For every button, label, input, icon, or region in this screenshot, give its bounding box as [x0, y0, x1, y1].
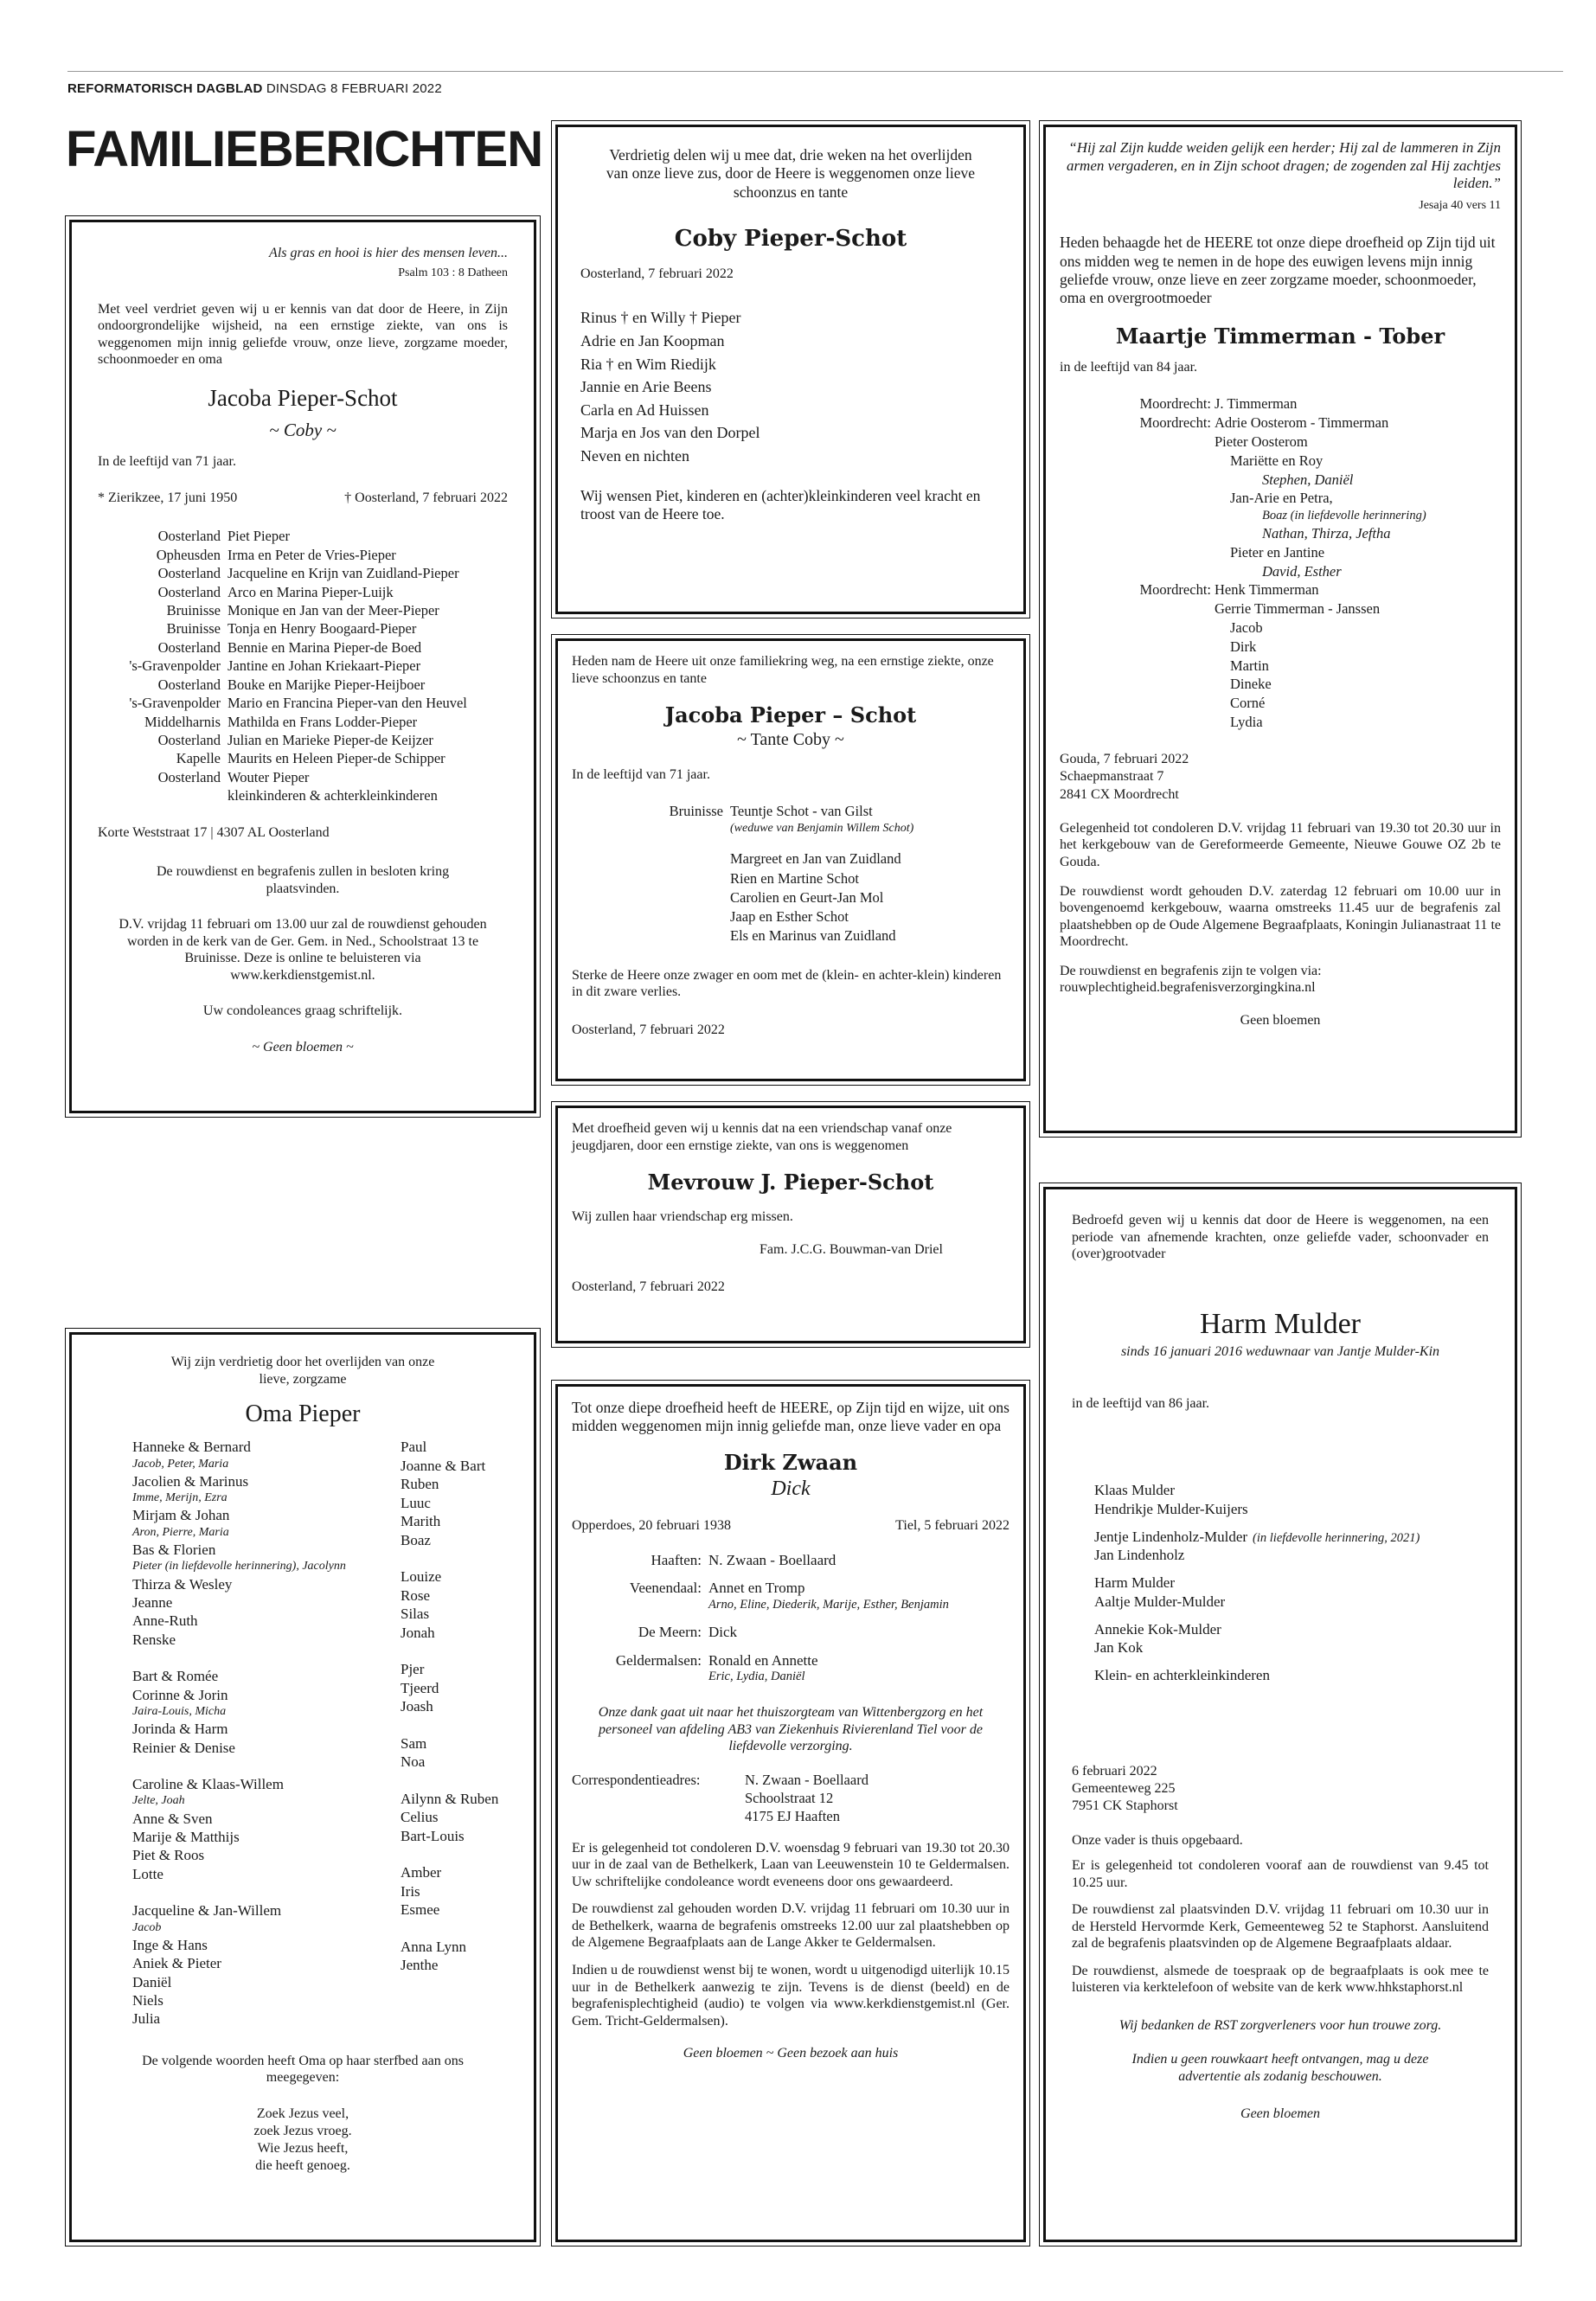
great-grandchild-name: Anna Lynn [401, 1938, 467, 1955]
intro-text: Met droefheid geven wij u kennis dat na een vriendschap vanaf onze jeugdjaren, door een ernstige ziekte, van ons is weggenomen [572, 1121, 952, 1153]
grandchild-name: Corinne & Jorin [132, 1686, 228, 1703]
relative-row [1060, 562, 1501, 581]
poem-line: zoek Jezus vroeg. [253, 2123, 352, 2138]
great-grandchild-name: Rose [401, 1586, 430, 1604]
grandchild-name: Aniek & Pieter [132, 1955, 221, 1972]
ad-jacoba-pieper-schot [69, 220, 536, 1113]
deceased-name: Jacoba Pieper-Schot [208, 384, 398, 411]
grandchild-name: Reinier & Denise [132, 1739, 235, 1756]
relative-name: Pieter Oosterom [1215, 433, 1308, 450]
address: Korte Weststraat 17 | 4307 AL Oosterland [98, 824, 330, 840]
relative-row [1060, 580, 1501, 599]
relative-name: Els en Marinus van Zuidland [730, 927, 896, 945]
great-grandchild-name [401, 1642, 508, 1660]
grandchild-name: Marije & Matthijs [132, 1829, 240, 1845]
relative-name: Arco en Marina Pieper-Luijk [228, 583, 394, 600]
grandchild-name: Mirjam & Johan [132, 1507, 230, 1524]
relative-name: Dirk [1230, 638, 1257, 655]
grandchild-name: Jorinda & Harm [132, 1721, 228, 1738]
relative-entry [708, 1552, 1010, 1570]
intro-text: Bedroefd geven wij u kennis dat door de Heere is weggenomen, na een periode van afnemende krachten, onze geliefde vader, schoonvader en (over)grootvader [1072, 1213, 1489, 1262]
card-note: Indien u geen rouwkaart heeft ontvangen, mag u deze advertentie als zodanig beschouwen. [1131, 2052, 1429, 2084]
relative-place [1060, 619, 1211, 638]
grandchild-name: Bart & Romée [132, 1668, 219, 1685]
relative-name: Carolien en Geurt-Jan Mol [730, 888, 884, 906]
relative-name: Carla en Ad Huissen [580, 401, 709, 419]
relative-name [1094, 1546, 1489, 1565]
address: 6 februari 2022 Gemeenteweg 225 7951 CK Staphorst [1072, 1763, 1178, 1813]
grandchild-name: Jelte, Joah [132, 1794, 185, 1808]
no-flowers: Geen bloemen ~ Geen bezoek aan huis [683, 2046, 899, 2061]
relative-row [1060, 675, 1501, 694]
grandchild-name: Aron, Pierre, Maria [132, 1525, 229, 1539]
grandchildren-names: Arno, Eline, Diederik, Marije, Esther, Benjamin [708, 1598, 949, 1612]
relative-name [1094, 1481, 1489, 1500]
relatives-list [572, 1552, 1010, 1685]
name-text: Jentje Lindenholz-Mulder [1094, 1528, 1248, 1545]
relative-name: N. Zwaan - Boellaard [708, 1551, 836, 1568]
relative-name: Gerrie Timmerman - Janssen [1215, 600, 1381, 618]
relative-name: Rien en Martine Schot [730, 869, 859, 887]
address: Gouda, 7 februari 2022 Schaepmanstraat 7 2841 CX Moordrecht [1060, 751, 1189, 803]
relative-place: Bruinisse [166, 601, 221, 619]
service-info-2: D.V. vrijdag 11 februari om 13.00 uur zal de rouwdienst gehouden worden in de kerk van de Ger. Gem. in Ned., Schoolstraat 13 te Bruinisse. Deze is online te beluisteren via www.kerkdienstgemist.nl. [119, 917, 487, 983]
grandchild-name: Caroline & Klaas-Willem [132, 1776, 284, 1792]
great-grandchild-name: Jenthe [401, 1957, 439, 1974]
name-text: Jan Kok [1094, 1639, 1144, 1657]
relative-row [572, 1580, 1010, 1612]
relative-place: Veenendaal: [629, 1580, 702, 1597]
deceased-name: Mevrouw J. Pieper-Schot [647, 1170, 934, 1195]
relative-place: Haaften: [651, 1551, 702, 1568]
relative-row [572, 1624, 1010, 1642]
relative-name: Piet Pieper [228, 528, 290, 545]
grandchildren-names: Eric, Lydia, Daniël [708, 1670, 805, 1684]
great-grandchild-name: Pjer [401, 1661, 425, 1678]
relative-place: Oosterland [157, 638, 221, 656]
intro-text: Heden nam de Heere uit onze familiekring weg, na een ernstige ziekte, onze lieve schoonzus en tante [572, 654, 994, 686]
great-grandchild-name: Ruben [401, 1476, 439, 1493]
relative-place [1060, 543, 1211, 562]
relative-name: Corné [1230, 695, 1266, 712]
relative-name [1094, 1500, 1489, 1519]
great-grandchild-name: Ailynn & Ruben [401, 1790, 499, 1807]
relative-name: Mathilda en Frans Lodder-Pieper [228, 713, 418, 730]
relative-row [1060, 394, 1501, 413]
ad-mevrouw-pieper-schot [555, 1106, 1026, 1343]
grandchild-name [132, 1757, 401, 1775]
last-words-intro: De volgende woorden heeft Oma op haar sterfbed aan ons meegegeven: [142, 2053, 464, 2086]
great-grandchild-name: Louize [401, 1568, 442, 1586]
great-grandchild-name [401, 1716, 508, 1734]
relative-name: Rinus † en Willy † Pieper [580, 309, 741, 327]
wish-text: Wij wensen Piet, kinderen en (achter)kleinkinderen veel kracht en troost van de Heere toe. [580, 486, 981, 522]
relatives-list [98, 527, 508, 805]
grandchild-name: Hanneke & Bernard [132, 1439, 251, 1456]
relative-name: Neven en nichten [580, 447, 689, 465]
grandchild-name: Julia [132, 2010, 161, 2028]
relative-row [1060, 524, 1501, 543]
relative-place [1060, 638, 1211, 657]
lying-in-state: Onze vader is thuis opgebaard. [1072, 1832, 1243, 1848]
paper-name: REFORMATORISCH DAGBLAD [67, 81, 263, 96]
grandchild-name [132, 1883, 401, 1901]
place-date: Oosterland, 7 februari 2022 [572, 1022, 725, 1037]
relative-name: Ronald en Annette [708, 1651, 818, 1669]
service-info: De rouwdienst zal gehouden worden D.V. vrijdag 11 februari om 10.30 uur in de Bethelkerk, waarna de begrafenis omstreeks 12.00 uur zal plaatshebben op de Algemene Begraafplaats aan de Lange Akker te Geldermalsen. [572, 1901, 1010, 1951]
quote: “Hij zal Zijn kudde weiden gelijk een herder; Hij zal de lammeren in Zijn armen vergaderen, en in Zijn schoot dragen; de zogenden zal Hij zachtjes leiden.” [1066, 139, 1501, 192]
relative-place [1060, 524, 1211, 543]
relative-row [1060, 713, 1501, 732]
relative-name: Ria † en Wim Riedijk [580, 355, 716, 373]
relative-place [1060, 433, 1211, 452]
relative-name: Jacob [1230, 619, 1263, 636]
relative-name: kleinkinderen & achterkleinkinderen [228, 787, 438, 804]
ad-jacoba-pieper-schot-tante [555, 638, 1026, 1081]
relative-name: Martin [1230, 657, 1269, 674]
intro-text: Wij zijn verdrietig door het overlijden van onze lieve, zorgzame [170, 1355, 435, 1387]
poem-line: Wie Jezus heeft, [257, 2140, 349, 2156]
grandchild-name: Thirza & Wesley [132, 1575, 233, 1593]
age: in de leeftijd van 86 jaar. [1072, 1395, 1210, 1411]
relative-name: J. Timmerman [1215, 395, 1298, 413]
relative-place: Oosterland [157, 565, 221, 582]
top-rule [67, 71, 1563, 72]
relatives-list [1060, 394, 1501, 731]
relative-place: Oosterland [157, 732, 221, 749]
relative-row [1060, 657, 1501, 676]
relative-entry [708, 1652, 1010, 1685]
relative-row [1060, 508, 1501, 524]
great-grandchild-name: Paul [401, 1439, 427, 1456]
relative-name [1094, 1574, 1489, 1593]
relative-name: Margreet en Jan van Zuidland [730, 850, 901, 868]
age: In de leeftijd van 71 jaar. [98, 454, 236, 470]
relative-name: Boaz (in liefdevolle herinnering) [1262, 509, 1426, 523]
relative-entry [708, 1580, 1010, 1612]
grandchild-name: Inge & Hans [132, 1936, 208, 1953]
relative-row [1060, 413, 1501, 433]
grandchild-name: Anne & Sven [132, 1810, 213, 1827]
relative-name: Monique en Jan van der Meer-Pieper [228, 601, 439, 619]
great-grandchild-name: Luuc [401, 1494, 431, 1511]
great-grandchild-name: Silas [401, 1606, 430, 1623]
no-flowers: ~ Geen bloemen ~ [252, 1039, 354, 1054]
relative-name: Jacqueline en Krijn van Zuidland-Pieper [228, 565, 459, 582]
relative-row [1060, 471, 1501, 490]
poem [98, 2106, 508, 2175]
relative-name: Lydia [1230, 713, 1263, 730]
relative-place [1060, 471, 1211, 490]
grandchild-name: Pieter (in liefdevolle herinnering), Jacolynn [132, 1560, 346, 1574]
relative-name: David, Esther [1262, 562, 1342, 580]
relative-place [1060, 562, 1211, 581]
relative-name: Adrie en Jan Koopman [580, 331, 725, 349]
service-info: De rouwdienst wordt gehouden D.V. zaterdag 12 februari om 10.00 uur in bovengenoemd kerkgebouw, waarna omstreeks 11.45 uur de begrafenis zal plaatshebben op de Oude Algemene Begraafplaats, Koningin Julianastraat 11 te Moordrecht. [1060, 883, 1501, 950]
relative-row [1060, 599, 1501, 619]
nickname: Dick [771, 1477, 811, 1500]
broadcast-info: De rouwdienst, alsmede de toespraak op de begraafplaats is ook mee te luisteren via kerktelefoon of website van de kerk www.hhkstaphorst.nl [1072, 1963, 1489, 1996]
service-info: De rouwdienst zal plaatsvinden D.V. vrijdag 11 februari om 10.30 uur in de Hersteld Hervormde Kerk, Gemeenteweg 52 te Staphorst. Aansluitend zal de begrafenis plaatsvinden op de Algemene Begraafplaats aldaar. [1072, 1902, 1489, 1952]
relative-row [1060, 638, 1501, 657]
grandchild-name: Lotte [132, 1865, 163, 1882]
poem-line: die heeft genoeg. [255, 2157, 350, 2173]
signed-by: Fam. J.C.G. Bouwman-van Driel [760, 1241, 943, 1257]
thanks-text: Onze dank gaat uit naar het thuiszorgteam van Wittenbergzorg en het personeel van afdeling AB3 van Ziekenhuis Rivierenland Tiel voor de liefdevolle verzorging. [598, 1705, 984, 1754]
grandchild-name: Jacob [132, 1920, 162, 1934]
nickname: ~ Tante Coby ~ [737, 730, 844, 750]
grandchild-name: Anne-Ruth [132, 1612, 198, 1630]
great-grandchild-name: Boaz [401, 1531, 431, 1548]
name-text: Annekie Kok-Mulder [1094, 1620, 1221, 1638]
relative-place [1060, 657, 1211, 676]
relative-place: 's-Gravenpolder [129, 657, 221, 675]
grandchild-name: Jacqueline & Jan-Willem [132, 1902, 282, 1920]
nickname: ~ Coby ~ [269, 419, 337, 440]
relative-place [1060, 694, 1211, 713]
great-grandchild-name: Esmee [401, 1901, 440, 1919]
relative-place: Bruinisse [166, 620, 221, 638]
relative-name: Maurits en Heleen Pieper-de Schipper [228, 750, 445, 767]
thanks-text: Wij bedanken de RST zorgverleners voor hun trouwe zorg. [1118, 2017, 1442, 2033]
condolence-info: Er is gelegenheid tot condoleren D.V. woensdag 9 februari van 19.30 tot 20.30 uur in de zaal van de Bethelkerk, Laan van Leeuwenstein 10 te Geldermalsen. Uw schriftelijke condoleance wordt eveneens door ons gewaardeerd. [572, 1840, 1010, 1889]
grandchildren-list [98, 1438, 508, 2029]
relative-name: Mariëtte en Roy [1230, 452, 1324, 469]
relative-name: Jaap en Esther Schot [730, 908, 849, 926]
intro-text: Tot onze diepe droefheid heeft de HEERE, op Zijn tijd en wijze, uit ons midden weggenomen mijn innig geliefde man, onze lieve vader en opa [572, 1399, 1010, 1435]
age: in de leeftijd van 84 jaar. [1060, 359, 1198, 375]
great-grandchild-name: Iris [401, 1882, 420, 1900]
relative-name: Dineke [1230, 676, 1272, 693]
relative-name: Jan-Arie en Petra, [1230, 490, 1333, 507]
great-grandchild-name [401, 1845, 508, 1863]
relative-entry [708, 1624, 1010, 1642]
great-grandchild-name: Celius [401, 1809, 439, 1826]
condolences: Uw condoleances graag schriftelijk. [202, 1003, 403, 1019]
grandchild-name [132, 1649, 401, 1667]
relative-place: Middelharnis [144, 713, 221, 730]
relative-place [1060, 508, 1211, 524]
great-grandchild-name: Tjeerd [401, 1679, 439, 1696]
relative-row [572, 1652, 1010, 1685]
relative-place [98, 786, 221, 804]
no-flowers: Geen bloemen [1240, 1012, 1321, 1028]
relative-place: Opheusden [156, 546, 221, 563]
relative-place: Geldermalsen: [615, 1651, 702, 1669]
grandchild-name: Jaira-Louis, Micha [132, 1705, 227, 1718]
ad-coby-pieper-schot [555, 125, 1026, 614]
relative-name [1094, 1593, 1489, 1612]
relative-place [1060, 713, 1211, 732]
service-info-1: De rouwdienst en begrafenis zullen in besloten kring plaatsvinden. [156, 864, 450, 896]
relative-name: Pieter en Jantine [1230, 543, 1325, 561]
relative-row [572, 1552, 1010, 1570]
deceased-name: Coby Pieper-Schot [674, 226, 907, 253]
section-title: FAMILIEBERICHTEN [66, 121, 543, 177]
ad-oma-pieper [69, 1332, 536, 2242]
great-grandchild-name: Joanne & Bart [401, 1457, 486, 1474]
deceased-name: Jacoba Pieper – Schot [664, 702, 917, 728]
poem-line: Zoek Jezus veel, [256, 2106, 349, 2121]
relative-place [1060, 489, 1211, 508]
place-date: Oosterland, 7 februari 2022 [580, 266, 734, 281]
relative-name: Julian en Marieke Pieper-de Keijzer [228, 732, 433, 749]
relative-name: Bouke en Marijke Pieper-Heijboer [228, 676, 426, 693]
relative-row [1060, 543, 1501, 562]
deceased-name: Maartje Timmerman - Tober [1115, 323, 1445, 349]
quote-source: Jesaja 40 vers 11 [1419, 199, 1501, 213]
grandchild-name: Jacolien & Marinus [132, 1472, 249, 1490]
comfort-text: Sterke de Heere onze zwager en oom met de (klein- en achter-klein) kinderen in dit zware verlies. [572, 967, 1002, 1000]
relative-place: Oosterland [157, 528, 221, 545]
relative-place: De Meern: [638, 1623, 702, 1640]
grandchild-name: Jacob, Peter, Maria [132, 1457, 229, 1471]
relative-row [1060, 694, 1501, 713]
relatives-list [1072, 1481, 1489, 1685]
name-text: Klaas Mulder [1094, 1482, 1176, 1499]
relative-name: Jantine en Johan Kriekaart-Pieper [228, 657, 421, 675]
grandchild-name: Piet & Roos [132, 1847, 205, 1864]
relative-name: Wouter Pieper [228, 768, 310, 785]
condolence-info: Gelegenheid tot condoleren D.V. vrijdag 11 februari van 19.30 tot 20.30 uur in het kerkgebouw van de Gereformeerde Gemeente, Nieuwe Gouwe OZ 2b te Gouda. [1060, 820, 1501, 869]
relative-name: Annet en Tromp [708, 1580, 805, 1597]
dates: * Zierikzee, 17 juni 1950 † Oosterland, 7 februari 2022 [98, 490, 508, 505]
attendance-info: Indien u de rouwdienst wenst bij te wonen, wordt u uitgenodigd uiterlijk 10.15 uur in de Bethelkerk aanwezig te zijn. Tevens is de dienst (beeld) en de begrafenisplechtigheid (audio) te volgen via www.kerkdienstgemist.nl (Ger. Gem. Tricht-Geldermalsen). [572, 1963, 1010, 2029]
relative-name [1094, 1528, 1489, 1547]
page-header [67, 81, 442, 97]
relative-name: Stephen, Daniël [1262, 471, 1354, 488]
great-grandchild-name [401, 1549, 508, 1567]
memorial-note: (in liefdevolle herinnering, 2021) [1253, 1530, 1420, 1545]
intro-text: Met veel verdriet geven wij u er kennis van dat door de Heere, in Zijn ondoorgrondelijke wijsheid, na een ernstige ziekte, van ons is weggenomen mijn innig geliefde vrouw, onze lieve, zorgzame moeder, schoonmoeder en oma [98, 301, 508, 368]
relative-name [1094, 1638, 1489, 1657]
relative-place: Moordrecht: [1139, 395, 1211, 413]
relative-place: Oosterland [157, 768, 221, 785]
no-flowers: Geen bloemen [1240, 2106, 1320, 2122]
relative-name: Irma en Peter de Vries-Pieper [228, 546, 396, 563]
relative-place: Moordrecht: [1139, 414, 1211, 432]
relative-place [1060, 599, 1211, 619]
name-text: Klein- en achterkleinkinderen [1094, 1667, 1270, 1684]
quote: Als gras en hooi is hier des mensen leven... [269, 246, 508, 260]
friendship-text: Wij zullen haar vriendschap erg missen. [572, 1209, 793, 1225]
great-grandchild-name: Jonah [401, 1624, 435, 1641]
dates: Opperdoes, 20 februari 1938 Tiel, 5 februari 2022 [572, 1518, 1010, 1534]
deceased-name: Oma Pieper [245, 1400, 361, 1428]
great-grandchild-name [401, 1772, 508, 1790]
relatives-list [580, 306, 1001, 467]
name-text: Aaltje Mulder-Mulder [1094, 1593, 1226, 1610]
grandchild-name: Jeanne [132, 1593, 173, 1611]
great-grandchild-name [401, 1920, 508, 1938]
relative-name: Henk Timmerman [1215, 581, 1319, 599]
relative-name: Jannie en Arie Beens [580, 378, 712, 396]
relative-place: Kapelle [176, 750, 221, 767]
condolence-info: Er is gelegenheid tot condoleren vooraf aan de rouwdienst van 9.45 tot 10.25 uur. [1072, 1858, 1489, 1890]
great-grandchild-name: Marith [401, 1513, 441, 1530]
relative-row [1060, 452, 1501, 471]
intro-text: Verdrietig delen wij u mee dat, drie weken na het overlijden van onze lieve zus, door de Heere is weggenomen onze lieve schoonzus en tante [606, 146, 976, 201]
name-text: Hendrikje Mulder-Kuijers [1094, 1500, 1248, 1517]
deceased-name: Dirk Zwaan [723, 1449, 858, 1475]
quote-source: Psalm 103 : 8 Datheen [398, 266, 508, 279]
ad-maartje-timmerman-tober [1043, 125, 1517, 1133]
age: In de leeftijd van 71 jaar. [572, 766, 710, 782]
relative-place: 's-Gravenpolder [129, 695, 221, 712]
relatives-list: Bruinisse Teuntje Schot - van Gilst (weduwe van Benjamin Willem Schot) Margreet en Jan van Zuidland Rien en Martine Schot Carolien en Geurt-Jan Mol Jaap en Esther Schot Els en Marinus van Zuidland [572, 802, 1010, 945]
relative-name [1094, 1666, 1489, 1685]
relative-name: Tonja en Henry Boogaard-Pieper [228, 620, 417, 638]
widower-note: sinds 16 januari 2016 weduwnaar van Jantje Mulder-Kin [1120, 1344, 1440, 1360]
relative-row [1060, 619, 1501, 638]
great-grandchild-name: Bart-Louis [401, 1827, 465, 1844]
ad-dirk-zwaan [555, 1384, 1026, 2242]
relative-name: Nathan, Thirza, Jeftha [1262, 525, 1391, 542]
ad-harm-mulder [1043, 1187, 1517, 2242]
name-text: Jan Lindenholz [1094, 1547, 1185, 1564]
relative-name [1094, 1620, 1489, 1639]
relative-place: Oosterland [157, 583, 221, 600]
relative-place: Moordrecht: [1139, 581, 1211, 599]
grandchild-name: Daniël [132, 1973, 172, 1990]
grandchild-name: Niels [132, 1992, 163, 2009]
grandchild-name: Renske [132, 1631, 176, 1648]
place-date: Oosterland, 7 februari 2022 [572, 1279, 725, 1295]
relative-name: Mario en Francina Pieper-van den Heuvel [228, 695, 467, 712]
grandchild-name: Bas & Florien [132, 1541, 216, 1558]
great-grandchild-name: Noa [401, 1753, 426, 1771]
relative-name: Adrie Oosterom - Timmerman [1215, 414, 1389, 432]
issue-date: DINSDAG 8 FEBRUARI 2022 [266, 81, 442, 96]
relative-place [1060, 452, 1211, 471]
name-text: Harm Mulder [1094, 1574, 1176, 1592]
relative-row [1060, 489, 1501, 508]
great-grandchild-name: Amber [401, 1864, 442, 1881]
relative-row [1060, 433, 1501, 452]
stream-info: De rouwdienst en begrafenis zijn te volgen via: rouwplechtigheid.begrafenisverzorgingkina.nl [1060, 963, 1322, 996]
intro-text: Heden behaagde het de HEERE tot onze diepe droefheid op Zijn tijd uit ons midden weg te nemen in de hope des euwigen levens mijn innig geliefde vrouw, onze lieve en zeer zorgzame moeder, schoonmoeder, oma en overgrootmoeder [1060, 234, 1496, 307]
relative-place [1060, 675, 1211, 694]
deceased-name: Harm Mulder [1199, 1307, 1361, 1340]
grandchild-name: Imme, Merijn, Ezra [132, 1491, 228, 1505]
relative-name: Bennie en Marina Pieper-de Boed [228, 638, 422, 656]
relative-place: Oosterland [157, 676, 221, 693]
relative-name: Marja en Jos van den Dorpel [580, 424, 760, 442]
relative-name: Dick [708, 1623, 738, 1640]
great-grandchild-name: Joash [401, 1698, 433, 1715]
correspondence-address: Correspondentieadres: N. Zwaan - Boellaard Schoolstraat 12 4175 EJ Haaften [572, 1771, 869, 1825]
great-grandchild-name: Sam [401, 1734, 427, 1752]
